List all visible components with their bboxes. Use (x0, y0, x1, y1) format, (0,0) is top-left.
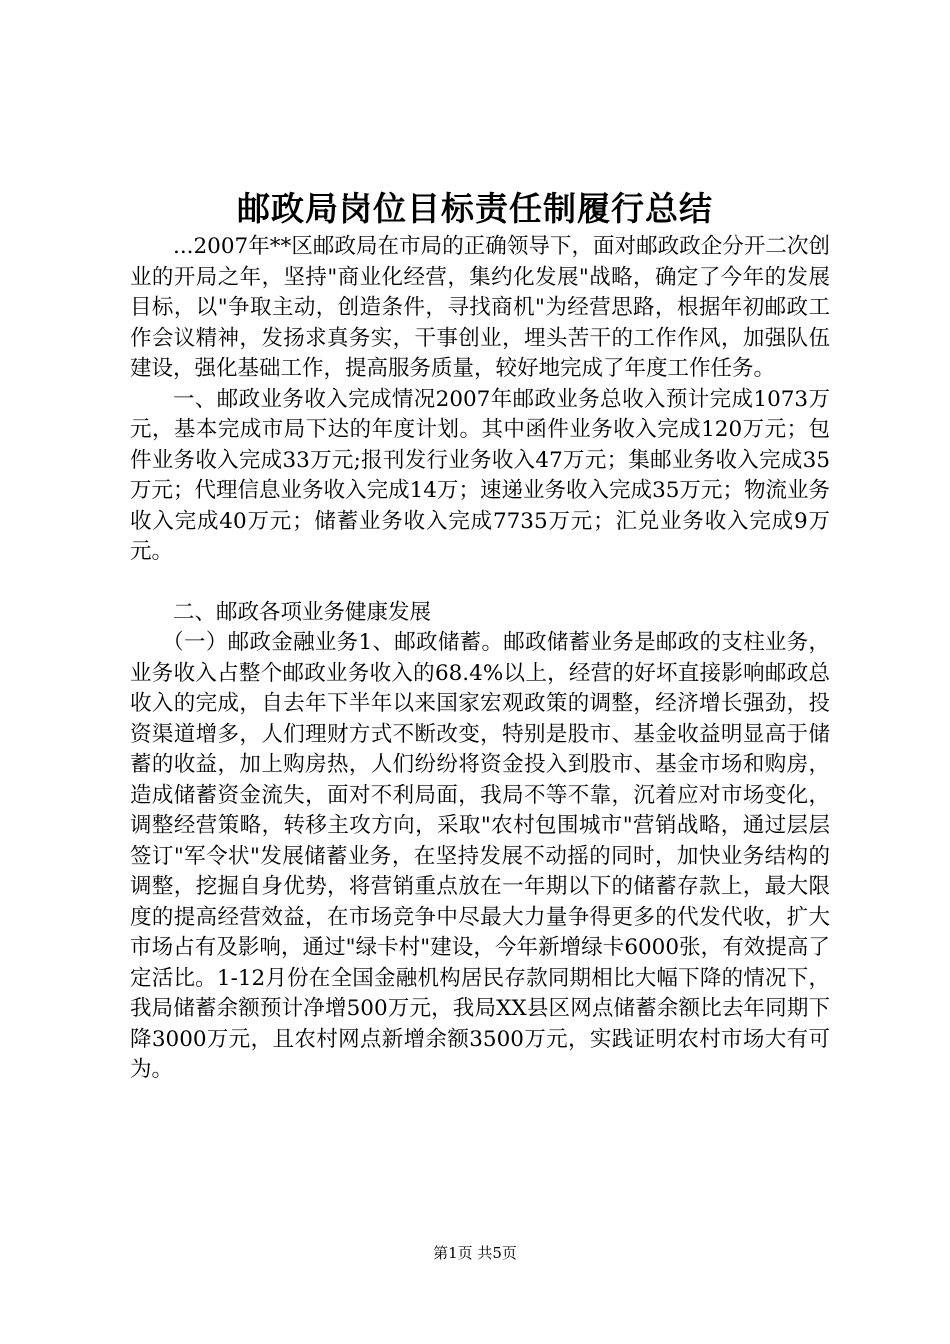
revenue-paragraph: 一、邮政业务收入完成情况2007年邮政业务总收入预计完成1073万元，基本完成市局下达的年度计划。其中函件业务收入完成120万元；包件业务收入完成33万元;报刊发行业务收入47万元；集邮业务收入完成35万元；代理信息业务收入完成14万；速递业务收入完成35万元；物流业务收入完成40万元；储蓄业务收入完成7735万元；汇兑业务收入完成9万元。 (130, 386, 830, 564)
finance-paragraph: （一）邮政金融业务1、邮政储蓄。邮政储蓄业务是邮政的支柱业务，业务收入占整个邮政业务收入的68.4%以上，经营的好坏直接影响邮政总收入的完成，自去年下半年以来国家宏观政策的调整，经济增长强劲，投资渠道增多，人们理财方式不断改变，特别是股市、基金收益明显高于储蓄的收益，加上购房热，人们纷纷将资金投入到股市、基金市场和购房，造成储蓄资金流失，面对不利局面，我局不等不靠，沉着应对市场变化，调整经营策略，转移主攻方向，采取"农村包围城市"营销战略，通过层层签订"军令状"发展储蓄业务，在坚持发展不动摇的同时，加快业务结构的调整，挖掘自身优势，将营销重点放在一年期以下的储蓄存款上，最大限度的提高经营效益，在市场竞争中尽最大力量争得更多的代发代收，扩大市场占有及影响，通过"绿卡村"建设，今年新增绿卡6000张，有效提高了定活比。1-12月份在全国金融机构居民存款同期相比大幅下降的情况下，我局储蓄余额预计净增500万元，我局XX县区网点储蓄余额比去年同期下降3000万元，且农村网点新增余额3500万元，实践证明农村市场大有可为。 (130, 630, 830, 1082)
intro-paragraph: ...2007年**区邮政局在市局的正确领导下，面对邮政政企分开二次创业的开局之年，坚持"商业化经营，集约化发展"战略，确定了今年的发展目标，以"争取主动，创造条件，寻找商机"为经营思路，根据年初邮政工作会议精神，发扬求真务实，干事创业，埋头苦干的工作作风，加强队伍建设，强化基础工作，提高服务质量，较好地完成了年度工作任务。 (130, 234, 830, 381)
page-footer: 第1页 共5页 (433, 1244, 517, 1262)
document-body (130, 232, 830, 1086)
paragraph-spacer (130, 568, 830, 598)
document-title: 邮政局岗位目标责任制履行总结 (237, 189, 713, 228)
section-heading: 二、邮政各项业务健康发展 (173, 599, 432, 625)
